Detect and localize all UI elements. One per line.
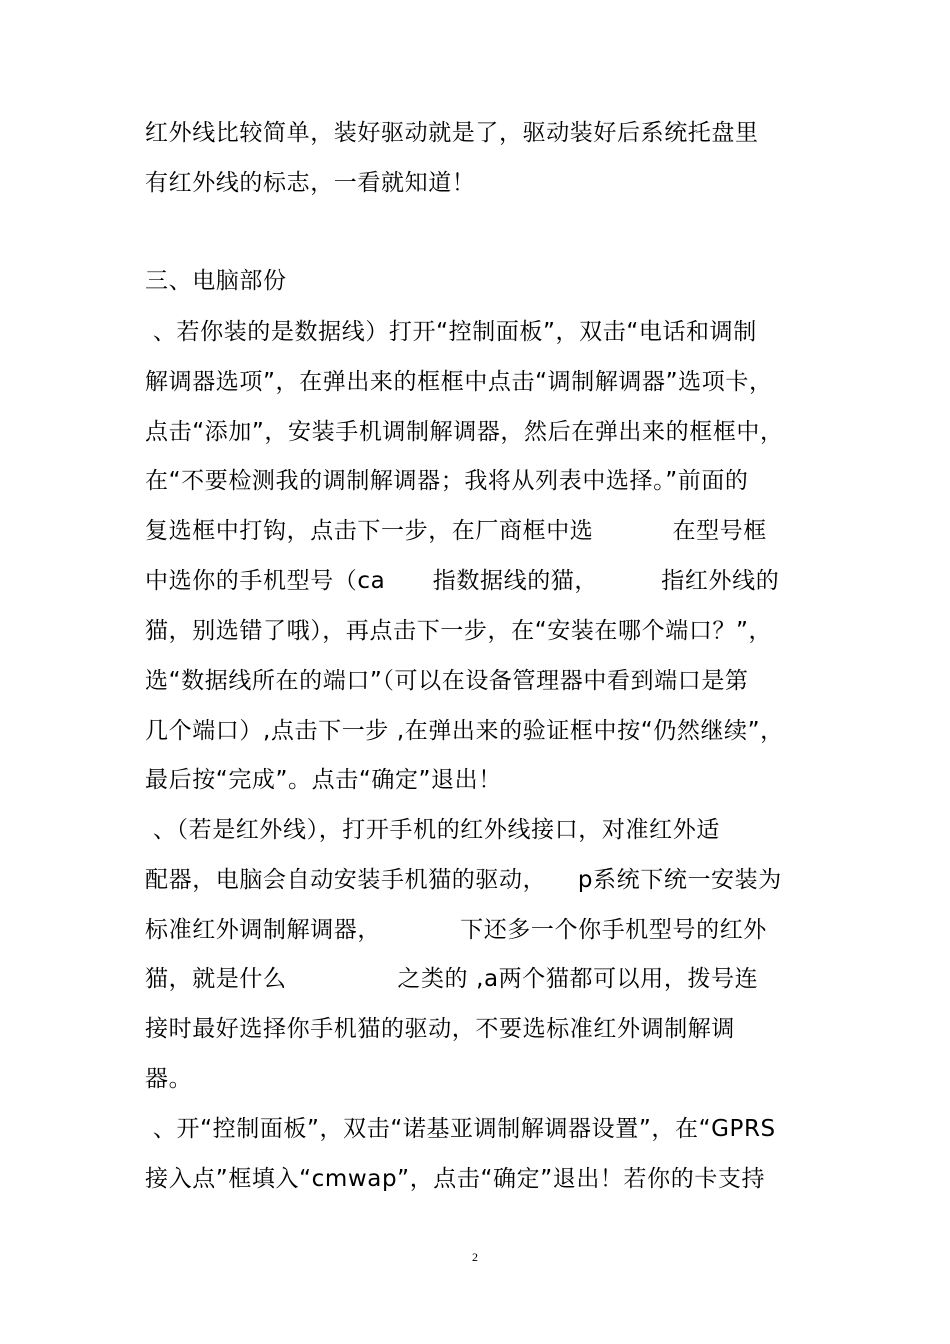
text-line: 复选框中打钩，点击下一步，在厂商框中选 在型号框	[145, 518, 767, 544]
text-line: 几个端口）,点击下一步 ,在弹出来的验证框中按“仍然继续”，	[145, 718, 784, 744]
text-line: 猫，就是什么 之类的 ,a两个猫都可以用，拨号连	[145, 966, 759, 992]
text-line: 配器，电脑会自动安装手机猫的驱动， p系统下统一安装为	[145, 867, 782, 893]
text-line: 红外线比较简单，装好驱动就是了，驱动装好后系统托盘里	[145, 120, 759, 146]
text-line: 标准红外调制解调器， 下还多一个你手机型号的红外	[145, 917, 767, 943]
text-line: 中选你的手机型号（ca 指数据线的猫， 指红外线的	[145, 568, 780, 594]
text-line: 点击“添加”，安装手机调制解调器，然后在弹出来的框框中，	[145, 419, 784, 445]
text-line: 在“不要检测我的调制解调器；我将从列表中选择。”前面的	[145, 468, 749, 494]
section-heading: 三、电脑部份	[145, 268, 287, 294]
text-line: 最后按“完成”。点击“确定”退出！	[145, 767, 502, 793]
text-line: 、开“控制面板”，双击“诺基亚调制解调器设置”，在“GPRS	[145, 1116, 776, 1142]
page-number: 2	[472, 1250, 478, 1264]
text-line: 、若你装的是数据线）打开“控制面板”，双击“电话和调制	[145, 319, 757, 345]
text-line: 、（若是红外线），打开手机的红外线接口，对准红外适	[145, 817, 720, 843]
text-line: 有红外线的标志，一看就知道！	[145, 170, 476, 196]
text-line: 接时最好选择你手机猫的驱动，不要选标准红外调制解调	[145, 1016, 735, 1042]
text-line: 器。	[145, 1066, 193, 1092]
text-line: 选“数据线所在的端口”（可以在设备管理器中看到端口是第	[145, 668, 749, 694]
text-line: 解调器选项”，在弹出来的框框中点击“调制解调器”选项卡，	[145, 369, 773, 395]
text-line: 猫，别选错了哦），再点击下一步，在“安装在哪个端口？”，	[145, 618, 773, 644]
text-line: 接入点”框填入“cmwap”，点击“确定”退出！若你的卡支持	[145, 1166, 766, 1192]
